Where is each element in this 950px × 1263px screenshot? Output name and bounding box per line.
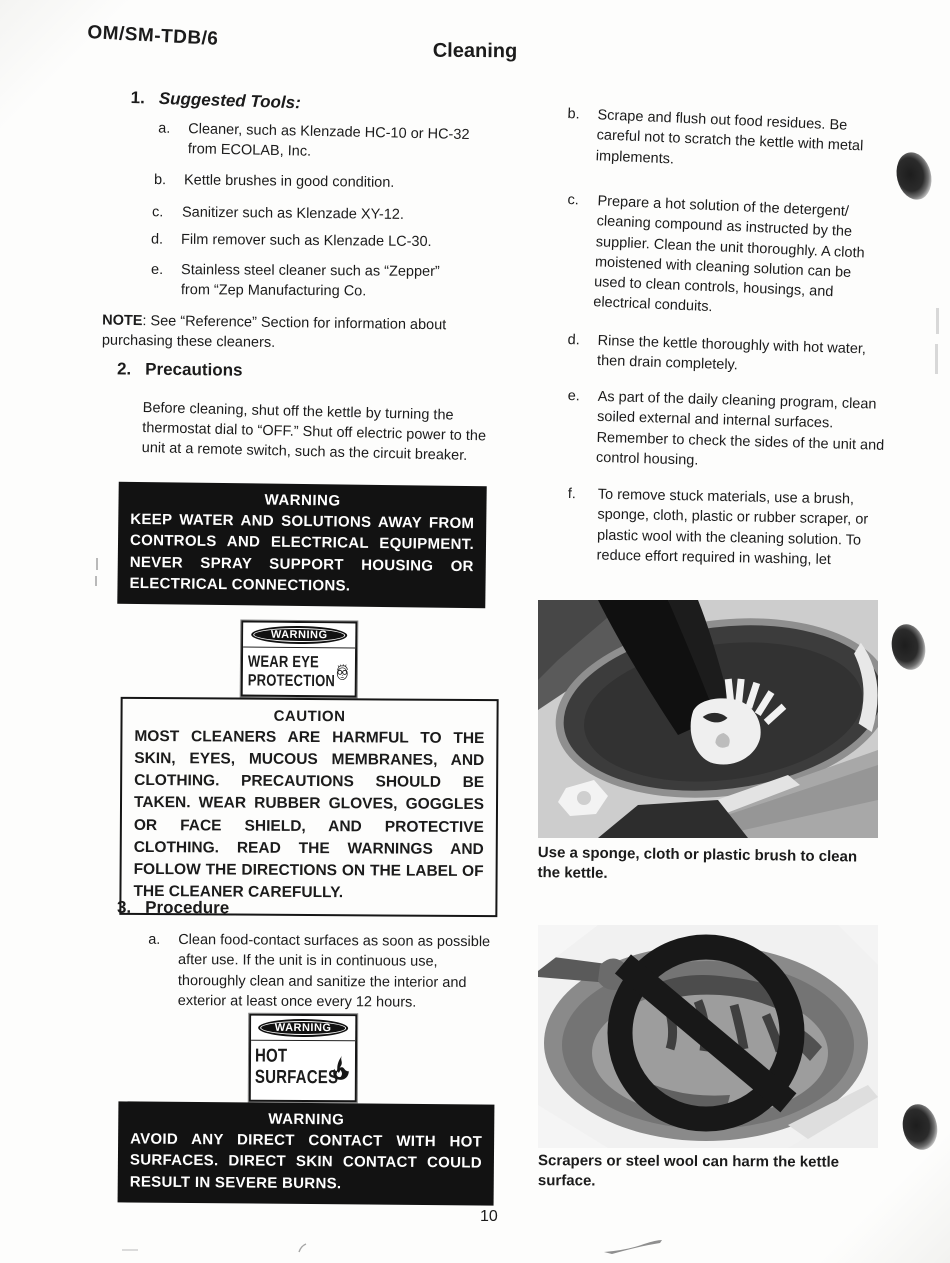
safety-label-line2: PROTECTION [247,670,336,690]
list-item-text: Scrape and flush out food residues. Be careful not to scratch the kettle with metal implements. [595,107,864,168]
warning-banner-electrical [117,482,486,609]
list-item-label: b. [567,105,580,123]
section-heading-precautions [117,359,243,380]
list-item [565,104,877,178]
caution-title: CAUTION [273,707,346,726]
warning-banner-body: KEEP WATER AND SOLUTIONS AWAY FROM CONTROLS AND ELECTRICAL EQUIPMENT. NEVER SPRAY SUPPORT HOUSING OR ELECTRICAL CONNECTIONS. [129,510,475,595]
caution-body: MOST CLEANERS ARE HARMFUL TO THE SKIN, EYES, MUCOUS MEMBRANES, AND CLOTHING. PRECAUTIONS SHOULD BE TAKEN. WEAR RUBBER GLOVES, GOGGLES OR FACE SHIELD, AND PROTECTIVE CLOTHING. READ THE WARNINGS AND FOLLOW THE DIRECTIONS ON THE LABEL OF THE CLEANER CAREFULLY. [133,727,485,902]
list-item [154,170,484,194]
list-item-label: f. [567,485,577,503]
safety-label-line2: SURFACES [254,1066,339,1089]
list-item [567,330,884,380]
list-item [151,260,463,303]
scan-artifact [936,308,939,334]
doc-code: OM/SM-TDB/6 [86,22,219,50]
list-item-label: c. [151,204,164,221]
section-heading-tools [130,88,301,113]
safety-label-line1: HOT [254,1045,288,1067]
section-title: Precautions [145,359,243,380]
safety-label-eye-protection [241,620,358,697]
list-item-text: Cleaner, such as Klenzade HC-10 or HC-32 from ECOLAB, Inc. [187,121,470,161]
warning-oval [251,626,347,645]
list-item-text: Sanitizer such as Klenzade XY-12. [181,204,405,223]
section-number: 1. [130,88,146,108]
warning-banner-body: AVOID ANY DIRECT CONTACT WITH HOT SURFACES. DIRECT SKIN CONTACT COULD RESULT IN SEVERE BURNS. [129,1130,483,1192]
binder-hole [888,621,930,673]
safety-label-header [243,623,355,649]
list-item-text: As part of the daily cleaning program, clean soiled external and internal surfaces. Remember to check the sides of the unit and control housing. [595,388,885,469]
photo-caption: Scrapers or steel wool can harm the kettle surface. [537,1152,840,1189]
page-number: 10 [480,1208,498,1225]
scan-artifact [935,344,938,374]
pen-scribble [600,1236,680,1256]
warning-banner-burns [118,1101,495,1205]
list-item-label: e. [151,261,164,278]
photo-no-scrapers [538,925,878,1148]
list-item [158,119,489,166]
list-item-label: b. [153,171,167,189]
section-number: 2. [116,359,132,379]
safety-label-header-text: WARNING [274,1021,332,1035]
warning-banner-title: WARNING [268,1110,345,1129]
list-item-text: Rinse the kettle thoroughly with hot water, then drain completely. [596,332,867,374]
scan-artifact [296,1242,310,1254]
note-text: : See “Reference” Section for information about purchasing these cleaners. [101,313,447,351]
list-item-label: d. [567,331,581,349]
section-title: Suggested Tools: [158,88,302,113]
list-item [566,484,882,571]
list-item-label: d. [150,231,164,248]
note-label: NOTE [102,312,143,330]
face-with-goggles-icon [335,651,350,693]
list-item [563,190,884,325]
list-item-label: a. [148,931,161,948]
section-title: Procedure [145,897,230,918]
list-item-label: a. [158,120,171,137]
list-item-text: Kettle brushes in good condition. [183,172,395,191]
note [102,311,458,356]
list-item [566,386,888,476]
safety-label-hot-surfaces [249,1014,357,1103]
safety-label-text [255,1047,338,1089]
photo-caption: Use a sponge, cloth or plastic brush to clean the kettle. [537,843,858,882]
page-title: Cleaning [432,39,518,63]
list-item [148,930,499,1014]
warning-oval [258,1019,348,1037]
section-heading-procedure [117,898,229,919]
safety-label-text [248,653,336,690]
list-item-text: Clean food-contact surfaces as soon as possible after use. If the unit is in continuous use, thoroughly clean and sanitize the interior and exterior at least once every 12 hours. [177,931,491,1011]
warning-banner-title: WARNING [264,491,341,510]
photo-kettle-brush [538,600,878,838]
precautions-body: Before cleaning, shut off the kettle by turning the thermostat dial to “OFF.” Shut off electric power to the unit at a remote switch, such as the circuit breaker. [141,399,487,464]
safety-label-line1: WEAR EYE [247,652,320,672]
list-item-text: Stainless steel cleaner such as “Zepper” from “Zep Manufacturing Co. [180,262,440,300]
list-item-label: c. [567,191,580,209]
binder-hole [892,149,937,204]
list-item-text: To remove stuck materials, use a brush, sponge, cloth, plastic or rubber scraper, or plastic wool with the cleaning solution. To reduce effort required in washing, let [596,486,869,568]
safety-label-header-text: WARNING [270,628,328,642]
scan-artifact [122,1249,138,1251]
list-item-label: e. [567,387,581,405]
safety-label-header [251,1016,355,1042]
section-number: 3. [116,897,132,917]
scan-artifact [96,558,98,570]
list-item-text: Film remover such as Klenzade LC-30. [180,231,432,251]
scan-artifact [95,576,97,586]
caution-box [116,697,498,918]
binder-hole [899,1101,942,1153]
list-item-text: Prepare a hot solution of the detergent/ cleaning compound as instructed by the supplier. Clean the unit thoroughly. A cloth moistened with cleaning solution can be used to clean controls, housings, and electrical conduits. [592,193,865,316]
list-item [152,202,482,226]
list-item [151,230,481,253]
